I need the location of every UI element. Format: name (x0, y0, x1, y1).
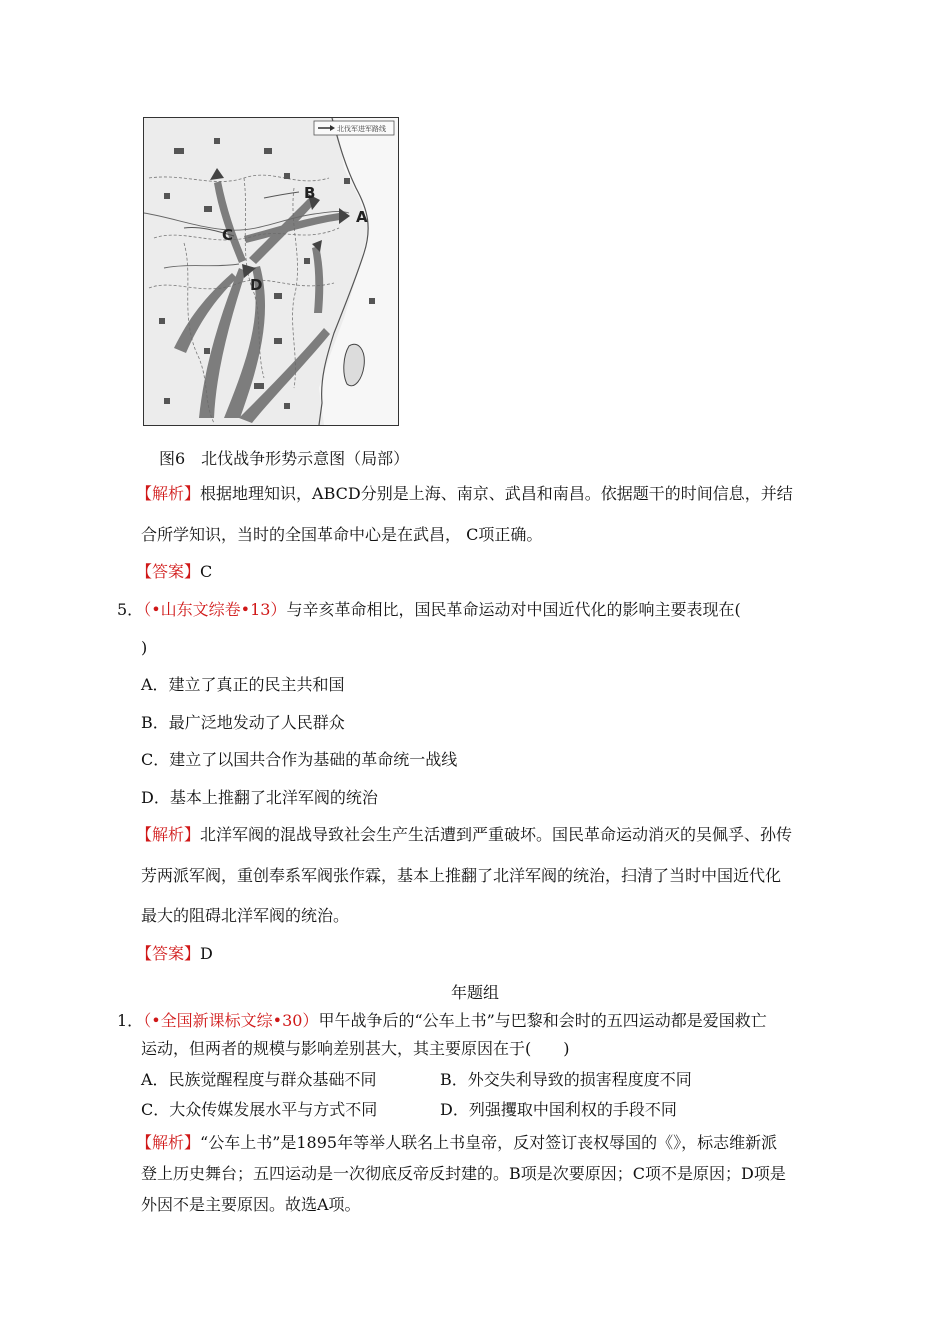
q1-number: 1． (117, 1011, 144, 1030)
q1-option-d: D．列强攫取中国利权的手段不同 (440, 1100, 677, 1119)
q1-analysis-text1: “公车上书”是1895年等举人联名上书皇帝，反对签订丧权辱国的《》，标志维新派 (200, 1133, 778, 1152)
q5-stem-line2: ) (141, 638, 148, 657)
map-drawing (144, 118, 398, 425)
q1-stem-line1 (117, 1010, 767, 1032)
map-point-d: D (250, 276, 263, 294)
map-point-a: A (356, 208, 368, 226)
group-title: 年题组 (450, 983, 499, 1002)
q1-analysis-tag: 【解析】 (136, 1133, 201, 1152)
q4-analysis-line2: 合所学知识，当时的全国革命中心是在武昌， C项正确。 (141, 525, 543, 544)
q5-stem-line1 (117, 599, 741, 621)
q5-number: 5． (117, 600, 144, 619)
q1-option-b: B．外交失利导致的损害程度度不同 (440, 1070, 692, 1089)
q5-analysis-line1 (136, 824, 792, 846)
q4-answer-value: C (200, 562, 213, 581)
q1-stem-line2: 运动，但两者的规模与影响差别甚大，其主要原因在于( ) (141, 1039, 570, 1058)
q4-answer (136, 561, 212, 583)
q1-analysis-line1 (136, 1132, 777, 1154)
q5-answer-tag: 【答案】 (136, 944, 201, 963)
q5-option-b: B．最广泛地发动了人民群众 (141, 713, 345, 732)
q5-analysis-line3: 最大的阻碍北洋军阀的统治。 (141, 906, 350, 925)
q5-source: （•山东文综卷•13） (143, 600, 287, 619)
q5-analysis-line2: 芳两派军阀，重创奉系军阀张作霖，基本上推翻了北洋军阀的统治，扫清了当时中国近代化 (141, 866, 782, 885)
q4-analysis-line1 (136, 483, 793, 505)
map-point-c: C (222, 226, 234, 244)
q5-option-d: D．基本上推翻了北洋军阀的统治 (141, 788, 378, 807)
q1-analysis-line2: 登上历史舞台；五四运动是一次彻底反帝反封建的。B项是次要原因；C项不是原因；D项是 (141, 1164, 786, 1183)
q1-option-a: A．民族觉醒程度与群众基础不同 (141, 1070, 377, 1089)
q5-option-a: A．建立了真正的民主共和国 (141, 675, 345, 694)
map-legend-label: 北伐军进军路线 (337, 125, 386, 133)
northern-expedition-map (143, 117, 399, 426)
q1-source: （•全国新课标文综•30） (143, 1011, 319, 1030)
q5-analysis-tag: 【解析】 (136, 825, 201, 844)
q4-analysis-text1: 根据地理知识，ABCD分别是上海、南京、武昌和南昌。依据题干的时间信息，并结 (200, 484, 793, 503)
figure-caption: 图6 北伐战争形势示意图（局部） (159, 449, 410, 468)
q5-stem-text1: 与辛亥革命相比，国民革命运动对中国近代化的影响主要表现在( (286, 600, 741, 619)
q1-analysis-line3: 外因不是主要原因。故选A项。 (141, 1195, 361, 1214)
q5-analysis-text1: 北洋军阀的混战导致社会生产生活遭到严重破坏。国民革命运动消灭的吴佩孚、孙传 (200, 825, 793, 844)
q4-analysis-tag: 【解析】 (136, 484, 201, 503)
q1-option-c: C．大众传媒发展水平与方式不同 (141, 1100, 378, 1119)
map-point-b: B (304, 184, 316, 202)
q5-answer (136, 943, 213, 965)
q5-option-c: C．建立了以国共合作为基础的革命统一战线 (141, 750, 458, 769)
q4-answer-tag: 【答案】 (136, 562, 201, 581)
q5-answer-value: D (200, 944, 213, 963)
q1-stem-text1: 甲午战争后的“公车上书”与巴黎和会时的五四运动都是爱国救亡 (318, 1011, 767, 1030)
